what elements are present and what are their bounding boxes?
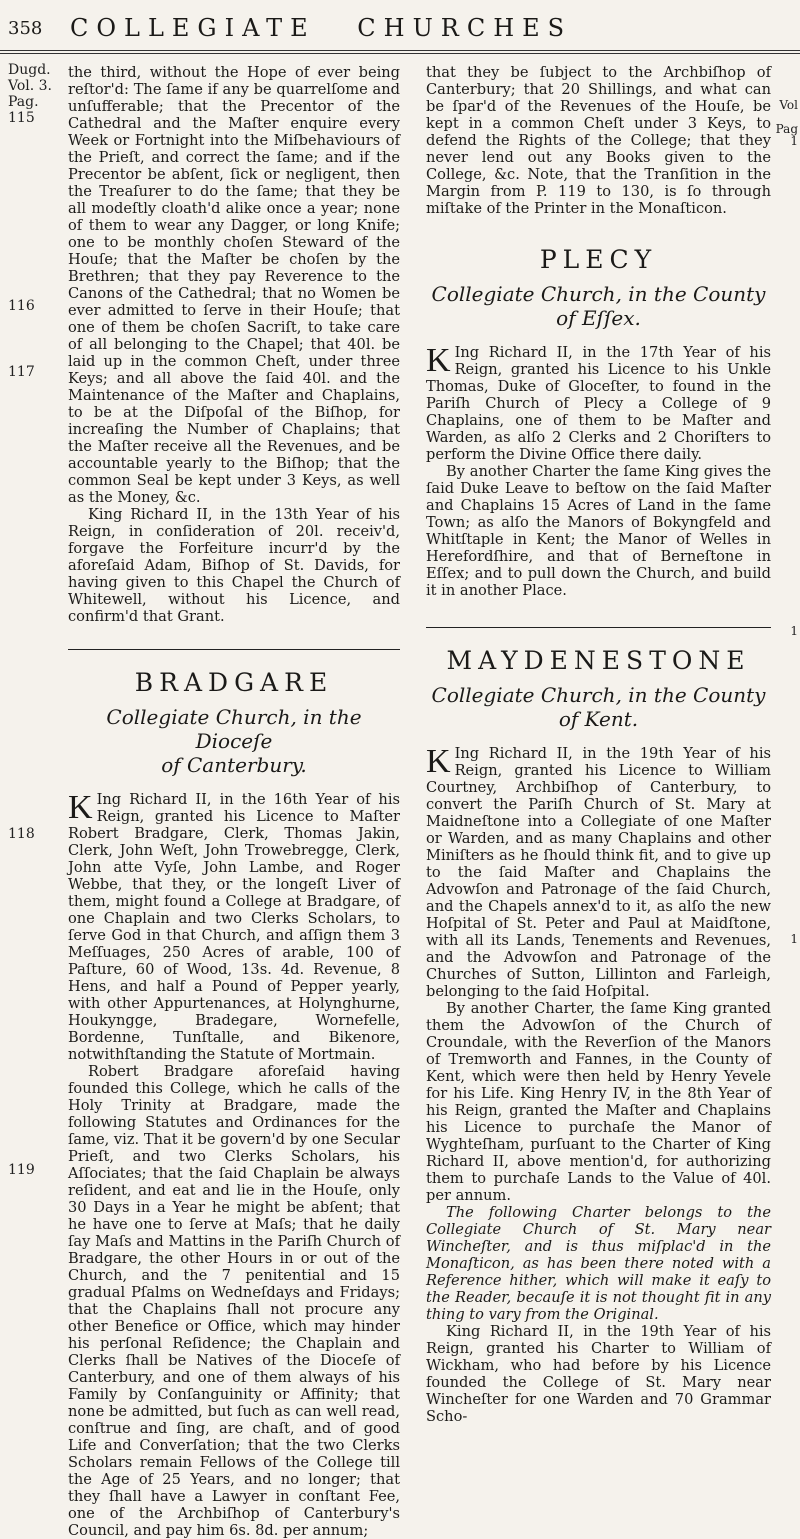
section-title-bradgare: BRADGARE (134, 668, 334, 697)
margin-note-116: 116 (8, 298, 35, 314)
left-intro-2: King Richard II, in the 13th Year of his Reign, in conſideration of 20l. receiv'd, forgave the Forfeiture incurr'd by the aforeſaid Adam, Biſhop of St. Davids, for having given to this Chapel the Church of Whitewell, without his Licence, and confirm'd that Grant. (68, 506, 400, 625)
margin-note-118: 118 (8, 826, 35, 842)
right-intro: that they be ſubject to the Archbiſhop of Canterbury; that 20 Shillings, and what can be ſpar'd of the Revenues of the Houſe, be kept in a common Cheſt under 3 Keys, to defend the Rights of the College; that they never lend out any Books given to the College, &c. Note, that the Tranſition in the Margin from P. 119 to 130, is ſo through miſtake of the Printer in the Monaſticon. (426, 64, 771, 217)
section-divider (68, 649, 400, 650)
left-column (68, 64, 400, 1539)
bradgare-paragraph-1-text: Ing Richard II, in the 16th Year of his Reign, granted his Licence to Maſter Robert Bradgare, Clerk, Thomas Jakin, Clerk, John Weſt, John Trowebregge, Clerk, John atte Vyſe, John Lambe, and Roger Webbe, that they, or the longeſt Liver of them, might found a College at Bradgare, of one Chaplain and two Clerks Scholars, to ſerve God in that Church, and aſſign them 3 Meſſuages, 250 Acres of arable, 100 of Paſture, 60 of Wood, 13s. 4d. Revenue, 8 Hens, and half a Pound of Pepper yearly, with other Appurtenances, at Holynghurne, Houkyngge, Bradegare, Wornefelle, Bordenne, Tunſtalle, and Bikenore, notwithſtanding the Statute of Mortmain. (68, 791, 400, 1063)
plecy-paragraph-2: By another Charter the ſame King gives the ſaid Duke Leave to beſtow on the ſaid Maſter and Chaplains 15 Acres of Land in the ſame Town; as alſo the Manors of Bokyngfeld and Whitſtaple in Kent; the Manor of Welles in Herefordſhire, and that of Berneſtone in Eſſex; and to pull down the Church, and build it in another Place. (426, 463, 771, 599)
page-number: 358 (8, 18, 43, 39)
maydenestone-paragraph-3: The following Charter belongs to the Collegiate Church of St. Mary near Wincheſter, and is thus miſplac'd in the Monaſticon, as has been there noted with a Reference hither, which will make it eaſy to the Reader, becauſe it is not thought fit in any thing to vary from the Original. (426, 1204, 771, 1323)
section-subtitle2-maydenestone: of Kent. (558, 707, 639, 731)
margin-note-pag: Pag. (8, 94, 39, 110)
edge-mark-vol: Vol (779, 98, 798, 112)
bradgare-paragraph-2: Robert Bradgare aforeſaid having founded this College, which he calls of the Holy Trinity at Bradgare, made the following Statutes and Ordinances for the ſame, viz. That it be govern'd by one Secular Prieſt, and two Clerks Scholars, his Aſſociates; that the ſaid Chaplain be always reſident, and eat and lie in the Houſe, only 30 Days in a Year he might be abſent; that he have one to ſerve at Maſs; that he daily ſay Maſs and Mattins in the Pariſh Church of Bradgare, the other Hours in or out of the Church, and the 7 penitential and 15 gradual Pſalms on Wedneſdays and Fridays; that the Chaplains ſhall not procure any other Benefice or Office, which may hinder his perſonal Reſidence; the Chaplain and Clerks ſhall be Natives of the Dioceſe of Canterbury, and one of them always of his Family by Conſanguinity or Affinity; that none be admitted, but ſuch as can well read, conſtrue and ſing, are chaſt, and of good Life and Converſation; that the two Clerks Scholars remain Fellows of the College till the Age of 25 Years, and no longer; that they ſhall have a Lawyer in conſtant Fee, one of the Archbiſhop of Canterbury's Council, and pay him 6s. 8d. per annum; (68, 1063, 400, 1539)
dropcap-maydenestone: K (426, 743, 451, 780)
dropcap-bradgare: K (68, 789, 93, 826)
section-subtitle2-plecy: of Eſſex. (556, 306, 641, 330)
section-subtitle-maydenestone: Collegiate Church, in the County (431, 683, 766, 707)
margin-note-dugd: Dugd. (8, 62, 51, 78)
running-header (70, 14, 800, 42)
right-column (426, 64, 771, 1425)
maydenestone-paragraph-1-text: Ing Richard II, in the 19th Year of his Reign, granted his Licence to William Courtney, Archbiſhop of Canterbury, to convert the Pariſh Church of St. Mary at Maidneſtone into a Collegiate of one Maſter or Warden, and as many Chaplains and other Miniſters as he ſhould think fit, and to give up to the ſaid Maſter and Chaplains the Advowſon and Patronage of the ſaid Church, and the Chapels annex'd to it, as alſo the new Hoſpital of St. Peter and Paul at Maidſtone, with all its Lands, Tenements and Revenues, and the Advowſon and Patronage of the Churches of Sutton, Lillinton and Farleigh, belonging to the ſaid Hoſpital. (426, 745, 771, 1000)
facing-page-edge (772, 58, 800, 1336)
section-divider (426, 627, 771, 628)
section-subtitle-plecy: Collegiate Church, in the County (431, 282, 766, 306)
edge-mark-pag: Pag (775, 122, 798, 136)
maydenestone-paragraph-4: King Richard II, in the 19th Year of his Reign, granted his Charter to William of Wickham, who had before by his Licence founded the College of St. Mary near Wincheſter for one Warden and 70 Grammar Scho- (426, 1323, 771, 1425)
plecy-paragraph-1 (426, 344, 771, 463)
margin-note-119: 119 (8, 1162, 35, 1178)
margin-note-117: 117 (8, 364, 35, 380)
section-title-maydenestone: MAYDENESTONE (446, 646, 751, 675)
edge-mark-3: 1 (790, 932, 798, 946)
plecy-paragraph-1-text: Ing Richard II, in the 17th Year of his Reign, granted his Licence to his Unkle Thomas, Duke of Gloceſter, to found in the Pariſh Church of Plecy a College of 9 Chaplains, one of them to be Maſter and Warden, as alſo 2 Clerks and 2 Choriſters to perform the Divine Office there daily. (426, 344, 771, 463)
maydenestone-paragraph-1 (426, 745, 771, 1000)
left-intro: the third, without the Hope of ever being reſtor'd: The ſame if any be quarrelſome and unſufferable; that the Precentor of the Cathedral and the Maſter enquire every Week or Fortnight into the Miſbehaviours of the Prieſt, and correct the ſame; and if the Precentor be abſent, ſick or negligent, then the Treaſurer to do the ſame; that they be all modeſtly cloath'd alike once a year; none of them to wear any Dagger, or long Knife; one to be monthly choſen Steward of the Houſe; that the Maſter be choſen by the Brethren; that they pay Reverence to the Canons of the Cathedral; that no Women be ever admitted to ſerve in their Houſe; that one of them be choſen Sacriſt, to take care of all belonging to the Chapel; that 40l. be laid up in the common Cheſt, under three Keys; and all above the ſaid 40l. and the Maintenance of the Maſter and Chaplains, to be at the Diſpoſal of the Biſhop, for increaſing the Number of Chaplains; that the Maſter receive all the Revenues, and be accountable yearly to the Biſhop; that the common Seal be kept under 3 Keys, as well as the Money, &c. (68, 64, 400, 506)
maydenestone-paragraph-2: By another Charter, the ſame King granted them the Advowſon of the Church of Croundale, with the Reverſion of the Manors of Tremworth and Fannes, in the County of Kent, which were then held by Henry Yevele for his Life. King Henry IV, in the 8th Year of his Reign, granted the Maſter and Chaplains his Licence to purchaſe the Manor of Wyghteſham, purſuant to the Charter of King Richard II, above mention'd, for authorizing them to purchaſe Lands to the Value of 40l. per annum. (426, 1000, 771, 1204)
dropcap-plecy: K (426, 342, 451, 379)
edge-mark-2: 1 (790, 624, 798, 638)
header-rule-double (0, 53, 800, 54)
bradgare-paragraph-1 (68, 791, 400, 1063)
section-subtitle2-bradgare: of Canterbury. (161, 753, 307, 777)
section-title-plecy: PLECY (539, 245, 658, 274)
margin-note-115: 115 (8, 110, 35, 126)
margin-note-vol: Vol. 3. (8, 78, 52, 94)
running-title-left: COLLEGIATE (70, 14, 316, 42)
edge-mark-1: 1 (790, 134, 798, 148)
running-title-right: CHURCHES (357, 14, 573, 42)
section-subtitle-bradgare: Collegiate Church, in the Dioceſe (106, 705, 362, 753)
header-rule (0, 50, 800, 51)
